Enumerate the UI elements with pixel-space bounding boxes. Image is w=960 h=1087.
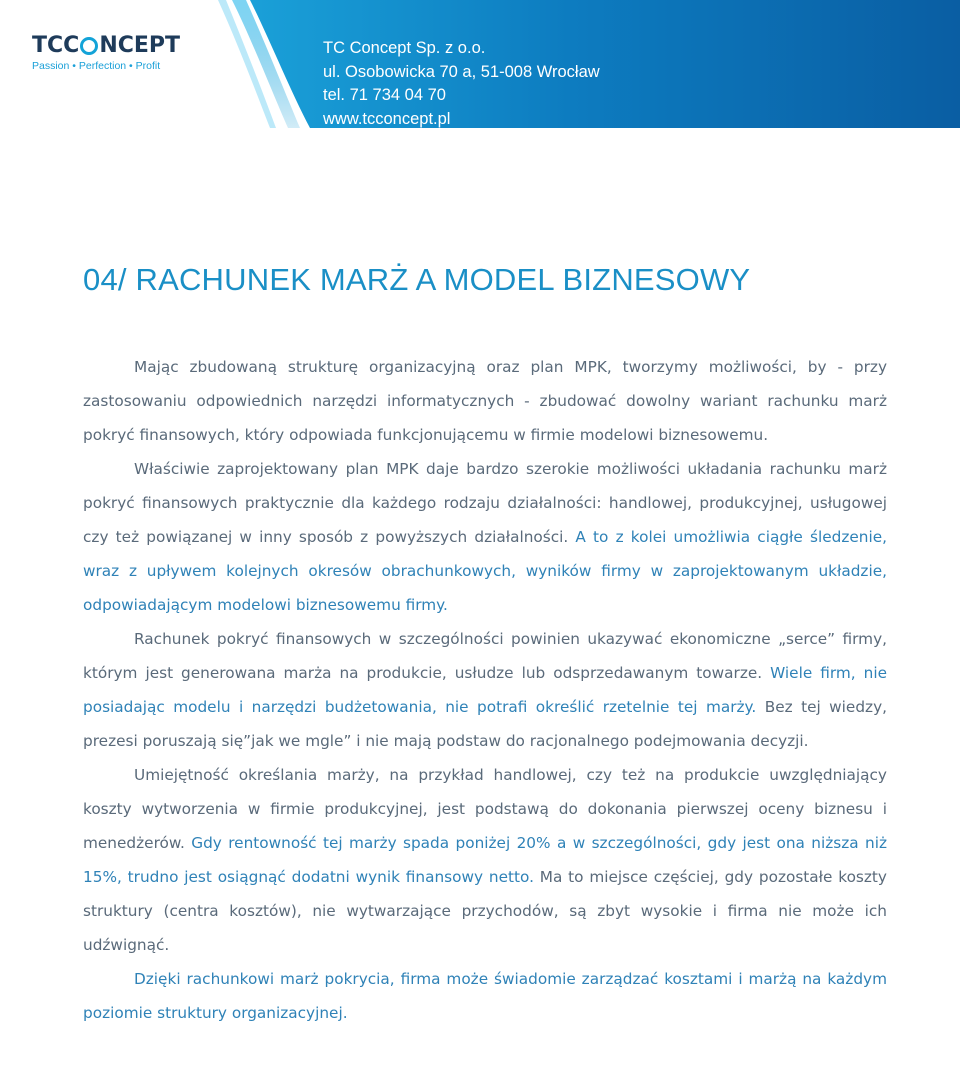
paragraph-4 [83, 758, 887, 962]
logo-text-left: TCC [32, 33, 80, 58]
paragraph-1-text: Mając zbudowaną strukturę organizacyjną oraz plan MPK, tworzymy możliwości, by - przy zastosowaniu odpowiednich narzędzi informatycznych - zbudować dowolny wariant rachunku marż pokryć finansowych, który odpowiada funkcjonującemu w firmie modelowi biznesowemu. [83, 358, 887, 444]
paragraph-2 [83, 452, 887, 622]
page-title: 04/ RACHUNEK MARŻ A MODEL BIZNESOWY [83, 262, 751, 297]
paragraph-1 [83, 350, 887, 452]
paragraph-5-text: Dzięki rachunkowi marż pokrycia, firma może świadomie zarządzać kosztami i marżą na każdym poziomie struktury organizacyjnej. [83, 970, 887, 1022]
company-website[interactable]: www.tcconcept.pl [323, 109, 451, 128]
paragraph-2-sentence-2: A to z kolei umożliwia ciągłe śledzenie, wraz z upływem kolejnych okresów obrachunkowych, wyników firmy w zaprojektowanym układzie, odpowiadającym modelowi biznesowemu firmy. [83, 528, 887, 614]
page-header [0, 0, 960, 128]
paragraph-4-sentence-3: Ma to miejsce częściej, gdy pozostałe koszty struktury (centra kosztów), nie wytwarzające przychodów, są zbyt wysokie i firma nie może ich udźwignąć. [83, 868, 887, 954]
company-address: ul. Osobowicka 70 a, 51-008 Wrocław [323, 62, 600, 81]
paragraph-3-sentence-3: Bez tej wiedzy, prezesi poruszają się”jak we mgle” i nie mają podstaw do racjonalnego podejmowania decyzji. [83, 698, 887, 750]
paragraph-3-sentence-2: Wiele firm, nie posiadając modelu i narzędzi budżetowania, nie potrafi określić rzetelnie tej marży. [83, 664, 887, 716]
company-name: TC Concept Sp. z o.o. [323, 39, 486, 57]
logo-wordmark [32, 34, 180, 58]
paragraph-2-sentence-1: Właściwie zaprojektowany plan MPK daje bardzo szerokie możliwości układania rachunku marż pokryć finansowych praktycznie dla każdego rodzaju działalności: handlowej, produkcyjnej, usługowej czy też powiązanej w inny sposób z powyższych działalności. [83, 460, 887, 546]
company-info [323, 37, 600, 131]
paragraph-4-sentence-1: Umiejętność określania marży, na przykład handlowej, czy też na produkcie uwzględniający koszty wytworzenia w firmie produkcyjnej, jest podstawą do dokonania pierwszej oceny biznesu i menedżerów. [83, 766, 887, 852]
paragraph-3 [83, 622, 887, 758]
company-logo[interactable] [32, 34, 180, 72]
paragraph-3-sentence-1: Rachunek pokryć finansowych w szczególności powinien ukazywać ekonomiczne „serce” firmy, którym jest generowana marża na produkcie, usłudze lub odsprzedawanym towarze. [83, 630, 887, 682]
logo-tagline: Passion • Perfection • Profit [32, 60, 161, 72]
article-body [83, 350, 887, 1030]
logo-text-right: NCEPT [99, 33, 181, 58]
paragraph-4-sentence-2: Gdy rentowność tej marży spada poniżej 20% a w szczególności, gdy jest ona niższa niż 15%, trudno jest osiągnąć dodatni wynik finansowy netto. [83, 834, 887, 886]
company-phone: tel. 71 734 04 70 [323, 86, 446, 104]
paragraph-5 [83, 962, 887, 1030]
logo-ring-icon [80, 37, 98, 55]
